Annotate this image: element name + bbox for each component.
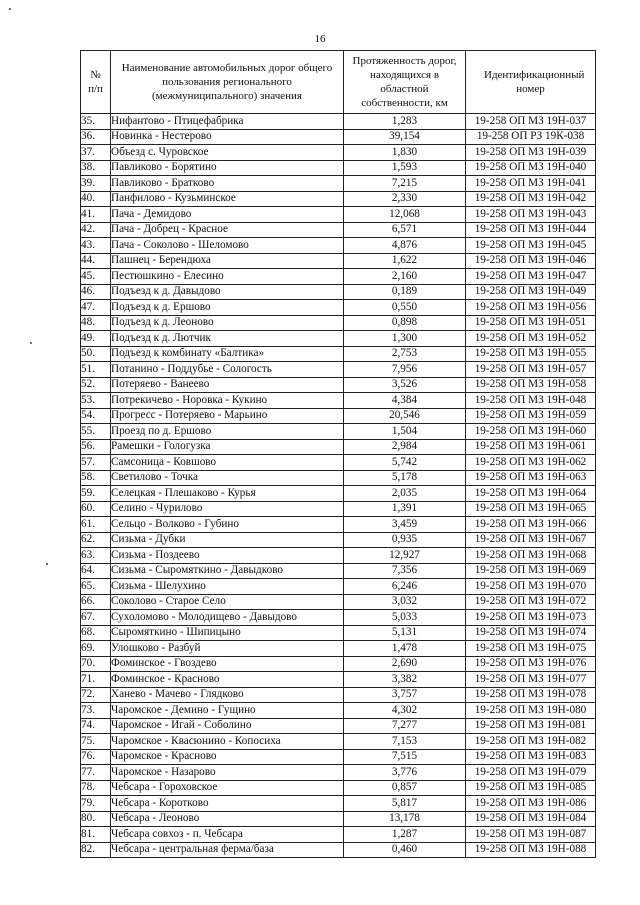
road-id: 19-258 ОП МЗ 19Н-078 [466, 687, 596, 703]
table-row [81, 486, 596, 502]
table-row [81, 749, 596, 765]
road-length: 1,504 [344, 424, 466, 440]
road-name: Сыромяткино - Шипицыно [111, 625, 344, 641]
table-row [81, 222, 596, 238]
road-id: 19-258 ОП МЗ 19Н-047 [466, 269, 596, 285]
road-id: 19-258 ОП МЗ 19Н-063 [466, 470, 596, 486]
row-number: 52. [81, 377, 111, 393]
row-number: 48. [81, 315, 111, 331]
road-length: 3,032 [344, 594, 466, 610]
table-row [81, 672, 596, 688]
table-row [81, 300, 596, 316]
road-id: 19-258 ОП МЗ 19Н-072 [466, 594, 596, 610]
road-length: 1,283 [344, 114, 466, 130]
road-length: 7,215 [344, 176, 466, 192]
table-row [81, 470, 596, 486]
road-name: Чебсара - Гороховское [111, 780, 344, 796]
road-name: Панфилово - Кузьминское [111, 191, 344, 207]
road-name: Новинка - Нестерово [111, 129, 344, 145]
table-row [81, 811, 596, 827]
road-id: 19-258 ОП МЗ 19Н-064 [466, 486, 596, 502]
road-length: 0,189 [344, 284, 466, 300]
table-row [81, 687, 596, 703]
road-length: 4,302 [344, 703, 466, 719]
table-row [81, 842, 596, 858]
road-name: Пача - Демидово [111, 207, 344, 223]
row-number: 64. [81, 563, 111, 579]
road-id: 19-258 ОП МЗ 19Н-051 [466, 315, 596, 331]
road-name: Пашнец - Берендюха [111, 253, 344, 269]
road-name: Подъезд к комбинату «Балтика» [111, 346, 344, 362]
row-number: 43. [81, 238, 111, 254]
road-length: 2,330 [344, 191, 466, 207]
table-row [81, 548, 596, 564]
road-id: 19-258 ОП МЗ 19Н-068 [466, 548, 596, 564]
table-body [81, 114, 596, 858]
road-length: 0,935 [344, 532, 466, 548]
row-number: 37. [81, 145, 111, 161]
table-row [81, 455, 596, 471]
row-number: 80. [81, 811, 111, 827]
road-name: Сельцо - Волково - Губино [111, 517, 344, 533]
road-name: Объезд с. Чуровское [111, 145, 344, 161]
road-name: Сизьма - Шелухино [111, 579, 344, 595]
row-number: 51. [81, 362, 111, 378]
table-row [81, 114, 596, 130]
road-name: Павликово - Братково [111, 176, 344, 192]
road-name: Сизьма - Дубки [111, 532, 344, 548]
road-id: 19-258 ОП МЗ 19Н-057 [466, 362, 596, 378]
road-length: 13,178 [344, 811, 466, 827]
scan-speck [46, 563, 48, 565]
row-number: 70. [81, 656, 111, 672]
road-length: 2,984 [344, 439, 466, 455]
row-number: 81. [81, 827, 111, 843]
road-id: 19-258 ОП МЗ 19Н-040 [466, 160, 596, 176]
road-name: Фоминское - Красново [111, 672, 344, 688]
row-number: 75. [81, 734, 111, 750]
road-id: 19-258 ОП МЗ 19Н-081 [466, 718, 596, 734]
row-number: 68. [81, 625, 111, 641]
road-id: 19-258 ОП МЗ 19Н-042 [466, 191, 596, 207]
road-length: 2,035 [344, 486, 466, 502]
road-length: 1,622 [344, 253, 466, 269]
road-id: 19-258 ОП МЗ 19Н-048 [466, 393, 596, 409]
table-row [81, 765, 596, 781]
road-length: 4,876 [344, 238, 466, 254]
table-row [81, 641, 596, 657]
table-row [81, 532, 596, 548]
road-length: 2,160 [344, 269, 466, 285]
row-number: 61. [81, 517, 111, 533]
road-id: 19-258 ОП МЗ 19Н-039 [466, 145, 596, 161]
road-id: 19-258 ОП МЗ 19Н-069 [466, 563, 596, 579]
road-length: 0,857 [344, 780, 466, 796]
row-number: 57. [81, 455, 111, 471]
roads-table [80, 50, 596, 858]
road-id: 19-258 ОП МЗ 19Н-082 [466, 734, 596, 750]
road-name: Подъезд к д. Леоново [111, 315, 344, 331]
road-id: 19-258 ОП МЗ 19Н-037 [466, 114, 596, 130]
road-length: 1,593 [344, 160, 466, 176]
road-name: Потрекичево - Норовка - Кукино [111, 393, 344, 409]
row-number: 72. [81, 687, 111, 703]
road-id: 19-258 ОП МЗ 19Н-045 [466, 238, 596, 254]
road-id: 19-258 ОП МЗ 19Н-062 [466, 455, 596, 471]
road-name: Чаромское - Красново [111, 749, 344, 765]
road-length: 0,898 [344, 315, 466, 331]
table-row [81, 284, 596, 300]
road-name: Павликово - Борятино [111, 160, 344, 176]
row-number: 74. [81, 718, 111, 734]
road-length: 2,753 [344, 346, 466, 362]
table-row [81, 160, 596, 176]
row-number: 77. [81, 765, 111, 781]
road-name: Чаромское - Игай - Соболино [111, 718, 344, 734]
road-length: 1,287 [344, 827, 466, 843]
road-id: 19-258 ОП МЗ 19Н-074 [466, 625, 596, 641]
row-number: 41. [81, 207, 111, 223]
table-row [81, 145, 596, 161]
road-name: Чаромское - Демино - Гущино [111, 703, 344, 719]
row-number: 60. [81, 501, 111, 517]
road-name: Чебсара - центральная ферма/база [111, 842, 344, 858]
row-number: 50. [81, 346, 111, 362]
road-name: Фоминское - Гвоздево [111, 656, 344, 672]
road-length: 2,690 [344, 656, 466, 672]
table-row [81, 408, 596, 424]
header-length: Протяженность дорог, находящихся в областной собственности, км [344, 51, 466, 114]
table-row [81, 331, 596, 347]
road-id: 19-258 ОП МЗ 19Н-080 [466, 703, 596, 719]
road-name: Селино - Чурилово [111, 501, 344, 517]
road-id: 19-258 ОП МЗ 19Н-049 [466, 284, 596, 300]
road-length: 4,384 [344, 393, 466, 409]
header-row [81, 51, 596, 114]
road-id: 19-258 ОП МЗ 19Н-066 [466, 517, 596, 533]
table-row [81, 346, 596, 362]
table-row [81, 656, 596, 672]
row-number: 53. [81, 393, 111, 409]
row-number: 35. [81, 114, 111, 130]
row-number: 69. [81, 641, 111, 657]
road-id: 19-258 ОП МЗ 19Н-058 [466, 377, 596, 393]
road-length: 3,757 [344, 687, 466, 703]
road-id: 19-258 ОП МЗ 19Н-083 [466, 749, 596, 765]
row-number: 73. [81, 703, 111, 719]
road-length: 6,571 [344, 222, 466, 238]
road-name: Пача - Соколово - Шеломово [111, 238, 344, 254]
road-id: 19-258 ОП МЗ 19Н-046 [466, 253, 596, 269]
road-length: 1,478 [344, 641, 466, 657]
road-length: 5,178 [344, 470, 466, 486]
table-row [81, 610, 596, 626]
table-row [81, 129, 596, 145]
road-name: Нифантово - Птицефабрика [111, 114, 344, 130]
road-id: 19-258 ОП МЗ 19Н-044 [466, 222, 596, 238]
table-row [81, 315, 596, 331]
table-row [81, 176, 596, 192]
table-row [81, 734, 596, 750]
scan-speck [9, 8, 11, 10]
road-length: 7,356 [344, 563, 466, 579]
table-row [81, 563, 596, 579]
row-number: 45. [81, 269, 111, 285]
row-number: 66. [81, 594, 111, 610]
header-num: № п/п [81, 51, 111, 114]
row-number: 42. [81, 222, 111, 238]
road-length: 7,956 [344, 362, 466, 378]
row-number: 65. [81, 579, 111, 595]
road-id: 19-258 ОП МЗ 19Н-070 [466, 579, 596, 595]
road-id: 19-258 ОП МЗ 19Н-088 [466, 842, 596, 858]
road-id: 19-258 ОП МЗ 19Н-060 [466, 424, 596, 440]
road-name: Сизьма - Сыромяткино - Давыдково [111, 563, 344, 579]
road-id: 19-258 ОП МЗ 19Н-087 [466, 827, 596, 843]
road-id: 19-258 ОП МЗ 19Н-085 [466, 780, 596, 796]
road-length: 12,068 [344, 207, 466, 223]
road-name: Самсоница - Ковшово [111, 455, 344, 471]
road-name: Чебсара - Коротково [111, 796, 344, 812]
row-number: 49. [81, 331, 111, 347]
row-number: 71. [81, 672, 111, 688]
table-row [81, 625, 596, 641]
table-row [81, 703, 596, 719]
road-name: Пача - Добрец - Красное [111, 222, 344, 238]
road-name: Рамешки - Гологузка [111, 439, 344, 455]
row-number: 62. [81, 532, 111, 548]
road-length: 3,382 [344, 672, 466, 688]
row-number: 63. [81, 548, 111, 564]
road-length: 5,033 [344, 610, 466, 626]
table-row [81, 238, 596, 254]
road-name: Улошково - Разбуй [111, 641, 344, 657]
road-id: 19-258 ОП МЗ 19Н-079 [466, 765, 596, 781]
table-row [81, 579, 596, 595]
table-row [81, 594, 596, 610]
road-length: 12,927 [344, 548, 466, 564]
road-length: 20,546 [344, 408, 466, 424]
road-length: 1,300 [344, 331, 466, 347]
road-length: 3,776 [344, 765, 466, 781]
row-number: 59. [81, 486, 111, 502]
table-row [81, 796, 596, 812]
table-row [81, 362, 596, 378]
road-name: Сизьма - Поздеево [111, 548, 344, 564]
road-name: Селецкая - Плешаково - Курья [111, 486, 344, 502]
road-length: 1,391 [344, 501, 466, 517]
road-name: Пестюшкино - Елесино [111, 269, 344, 285]
row-number: 79. [81, 796, 111, 812]
road-id: 19-258 ОП МЗ 19Н-073 [466, 610, 596, 626]
road-id: 19-258 ОП РЗ 19К-038 [466, 129, 596, 145]
row-number: 76. [81, 749, 111, 765]
table-row [81, 191, 596, 207]
table-row [81, 780, 596, 796]
row-number: 44. [81, 253, 111, 269]
table-row [81, 827, 596, 843]
row-number: 47. [81, 300, 111, 316]
road-id: 19-258 ОП МЗ 19Н-055 [466, 346, 596, 362]
road-id: 19-258 ОП МЗ 19Н-056 [466, 300, 596, 316]
road-name: Чебсара совхоз - п. Чебсара [111, 827, 344, 843]
row-number: 39. [81, 176, 111, 192]
row-number: 78. [81, 780, 111, 796]
road-id: 19-258 ОП МЗ 19Н-043 [466, 207, 596, 223]
row-number: 58. [81, 470, 111, 486]
road-name: Проезд по д. Ершово [111, 424, 344, 440]
road-length: 0,550 [344, 300, 466, 316]
road-length: 5,817 [344, 796, 466, 812]
road-name: Потеряево - Ванеево [111, 377, 344, 393]
row-number: 56. [81, 439, 111, 455]
road-name: Чебсара - Леоново [111, 811, 344, 827]
row-number: 38. [81, 160, 111, 176]
road-length: 3,459 [344, 517, 466, 533]
road-id: 19-258 ОП МЗ 19Н-065 [466, 501, 596, 517]
header-name: Наименование автомобильных дорог общего пользования регионального (межмуниципального) значения [111, 51, 344, 114]
road-name: Соколово - Старое Село [111, 594, 344, 610]
table-row [81, 377, 596, 393]
road-name: Подъезд к д. Лютчик [111, 331, 344, 347]
scan-speck [30, 342, 32, 344]
road-length: 39,154 [344, 129, 466, 145]
road-name: Прогресс - Потеряево - Марьино [111, 408, 344, 424]
table-row [81, 439, 596, 455]
header-id: Идентификационный номер [466, 51, 596, 114]
row-number: 67. [81, 610, 111, 626]
road-id: 19-258 ОП МЗ 19Н-076 [466, 656, 596, 672]
road-id: 19-258 ОП МЗ 19Н-086 [466, 796, 596, 812]
road-name: Сухоломово - Молодищево - Давыдово [111, 610, 344, 626]
road-id: 19-258 ОП МЗ 19Н-067 [466, 532, 596, 548]
table-row [81, 424, 596, 440]
road-id: 19-258 ОП МЗ 19Н-059 [466, 408, 596, 424]
road-length: 0,460 [344, 842, 466, 858]
road-length: 7,515 [344, 749, 466, 765]
road-name: Светилово - Точка [111, 470, 344, 486]
road-id: 19-258 ОП МЗ 19Н-084 [466, 811, 596, 827]
table-row [81, 501, 596, 517]
road-id: 19-258 ОП МЗ 19Н-061 [466, 439, 596, 455]
page-number: 16 [314, 33, 326, 45]
row-number: 82. [81, 842, 111, 858]
table-row [81, 269, 596, 285]
road-name: Чаромское - Назарово [111, 765, 344, 781]
road-length: 1,830 [344, 145, 466, 161]
table-row [81, 393, 596, 409]
road-name: Ханево - Мачево - Глядково [111, 687, 344, 703]
road-length: 7,153 [344, 734, 466, 750]
table-row [81, 718, 596, 734]
road-id: 19-258 ОП МЗ 19Н-075 [466, 641, 596, 657]
table-row [81, 207, 596, 223]
road-length: 7,277 [344, 718, 466, 734]
table-row [81, 253, 596, 269]
row-number: 55. [81, 424, 111, 440]
road-name: Подъезд к д. Ершово [111, 300, 344, 316]
table-row [81, 517, 596, 533]
row-number: 54. [81, 408, 111, 424]
row-number: 40. [81, 191, 111, 207]
road-name: Чаромское - Квасюнино - Копосиха [111, 734, 344, 750]
road-length: 3,526 [344, 377, 466, 393]
row-number: 36. [81, 129, 111, 145]
road-length: 6,246 [344, 579, 466, 595]
road-length: 5,131 [344, 625, 466, 641]
road-length: 5,742 [344, 455, 466, 471]
row-number: 46. [81, 284, 111, 300]
road-name: Потанино - Поддубье - Сологость [111, 362, 344, 378]
road-name: Подъезд к д. Давыдово [111, 284, 344, 300]
road-id: 19-258 ОП МЗ 19Н-041 [466, 176, 596, 192]
road-id: 19-258 ОП МЗ 19Н-077 [466, 672, 596, 688]
road-id: 19-258 ОП МЗ 19Н-052 [466, 331, 596, 347]
